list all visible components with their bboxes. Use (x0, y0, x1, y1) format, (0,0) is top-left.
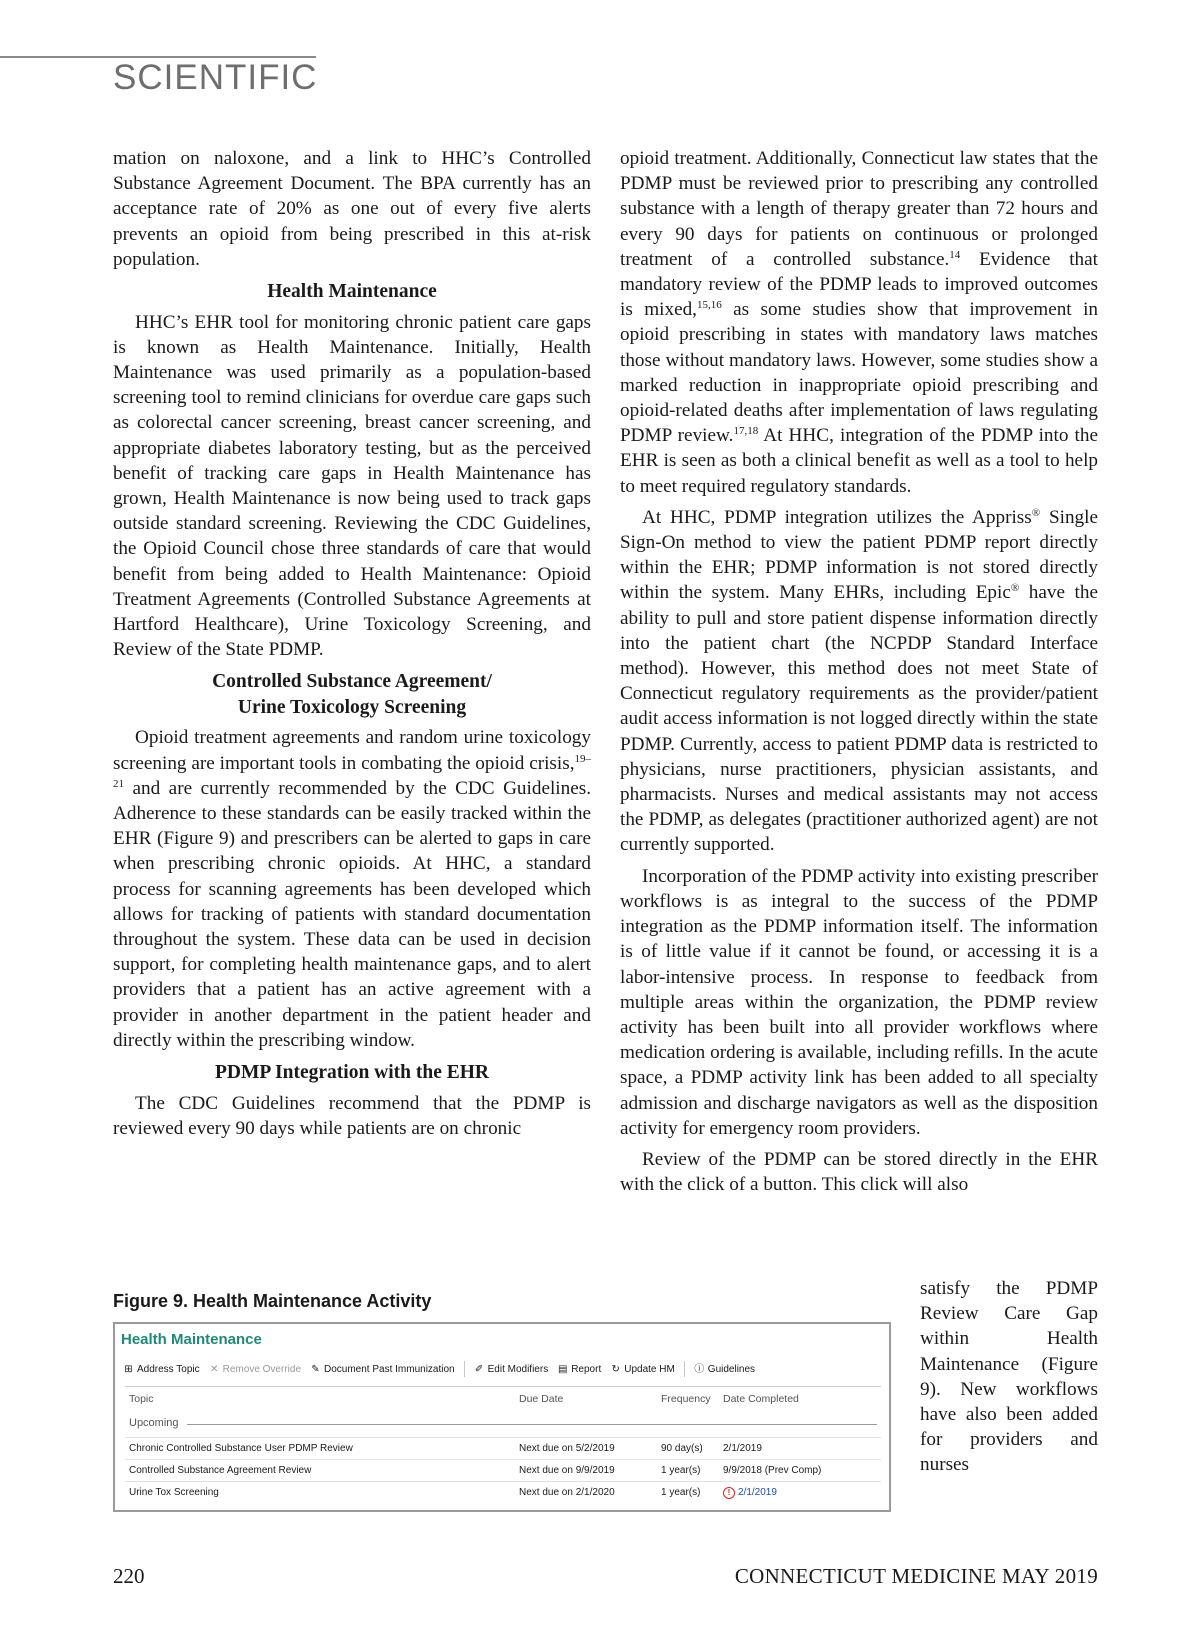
group-divider (187, 1424, 877, 1425)
figure-title: Health Maintenance (121, 1331, 262, 1348)
cell-due-date: Next due on 2/1/2020 (519, 1487, 615, 1498)
remove-override-button[interactable]: ✕ Remove Override (209, 1363, 301, 1375)
plus-box-icon: ⊞ (124, 1363, 133, 1375)
toolbar-separator (464, 1361, 465, 1377)
group-label-upcoming: Upcoming (129, 1417, 179, 1429)
heading-line-2: Urine Toxicology Screening (237, 696, 467, 718)
toolbar-separator (684, 1361, 685, 1377)
table-row[interactable] (125, 1459, 881, 1482)
figure-toolbar (123, 1359, 764, 1379)
health-maintenance-table (125, 1386, 881, 1507)
left-paragraph-2: HHC’s EHR tool for monitoring chronic patient care gaps is known as Health Maintenance. Initially, Health Maintenance was used primarily as a population-based screening tool to remind clinicians for overdue care gaps such as colorectal cancer screening, breast cancer screening, and appropriate diabetes laboratory testing, but as the perceived benefit of tracking care gaps in Health Maintenance has grown, Health Maintenance is now being used to track gaps outside standard screening. Reviewing the CDC Guidelines, the Opioid Council chose three standards of care that would benefit from being added to Health Maintenance: Opioid Treatment Agreements (Controlled Substance Agreements at Hartford Healthcare), Urine Toxicology Screening, and Review of the State PDMP. (113, 311, 591, 661)
column-header-due-date[interactable]: Due Date (519, 1393, 564, 1405)
table-row[interactable] (125, 1481, 881, 1504)
cell-date-completed: 9/9/2018 (Prev Comp) (723, 1465, 822, 1476)
cell-topic: Chronic Controlled Substance User PDMP Review (129, 1443, 353, 1454)
figure-caption: Figure 9. Health Maintenance Activity (113, 1291, 432, 1311)
heading-health-maintenance: Health Maintenance (267, 281, 437, 303)
health-maintenance-figure (113, 1322, 891, 1512)
registered-mark: ® (1010, 582, 1020, 595)
alert-icon: ! (723, 1487, 735, 1499)
right-paragraph-4: Review of the PDMP can be stored directly in the EHR with the click of a button. This click will also (620, 1148, 1098, 1196)
info-icon: ⓘ (694, 1363, 705, 1375)
address-topic-button[interactable]: ⊞ Address Topic (124, 1363, 200, 1375)
pencil-icon: ✐ (474, 1363, 484, 1375)
cell-frequency: 1 year(s) (661, 1465, 701, 1476)
left-paragraph-1: mation on naloxone, and a link to HHC’s Controlled Substance Agreement Document. The BPA currently has an acceptance rate of 20% as one out of every five alerts prevents an opioid from being prescribed in this at-risk population. (113, 148, 591, 270)
cell-due-date: Next due on 9/9/2019 (519, 1465, 615, 1476)
section-label: SCIENTIFIC (113, 58, 318, 97)
x-icon: ✕ (209, 1363, 219, 1375)
heading-controlled-substance (113, 669, 591, 720)
heading-pdmp-integration: PDMP Integration with the EHR (214, 1062, 490, 1083)
report-icon: ▤ (557, 1363, 568, 1375)
column-header-topic[interactable]: Topic (129, 1393, 154, 1405)
right-paragraph-3: Incorporation of the PDMP activity into existing prescriber workflows is as integral to the success of the PDMP integration as the PDMP information itself. The information is of little value if it cannot be found, or accessing it is a labor-intensive process. In response to feedback from multiple areas within the organization, the PDMP review activity has been built into all provider workflows where medication ordering is available, including refills. In the acute space, a PDMP activity link has been added to all specialty admission and discharge navigators as well as the disposition activity for emergency room providers. (620, 865, 1098, 1139)
left-paragraph-4: The CDC Guidelines recommend that the PDMP is reviewed every 90 days while patients are on chronic (113, 1092, 591, 1139)
citation: 19–21 (113, 752, 591, 790)
cell-topic: Controlled Substance Agreement Review (129, 1465, 312, 1476)
update-hm-button[interactable]: ↻ Update HM (611, 1363, 675, 1375)
right-column (620, 146, 1098, 1197)
journal-footer: CONNECTICUT MEDICINE MAY 2019 (734, 1564, 1098, 1588)
heading-line-1: Controlled Substance Agreement/ (212, 671, 492, 693)
citation: 15,16 (696, 299, 722, 312)
cell-date-completed: 2/1/2019 (723, 1443, 762, 1454)
document-icon: ✎ (311, 1363, 320, 1375)
edit-modifiers-button[interactable]: ✐ Edit Modifiers (474, 1363, 549, 1375)
right-paragraph-1: opioid treatment. Additionally, Connecticut law states that the PDMP must be reviewed prior to prescribing any controlled substance with a length of therapy greater than 72 hours and every 90 days for patients on continuous or prolonged treatment of a controlled substance.$^{14}$ Evidence that mandatory review of the PDMP leads to improved outcomes is mixed,$^{15,16}$ as some studies show that improvement in opioid prescribing in states with mandatory laws matches those without mandatory laws. However, some studies show a marked reduction in inappropriate opioid prescribing and opioid-related deaths after implementation of laws regulating PDMP review.$^{17,18}$ At HHC, integration of the PDMP into the EHR is seen as both a clinical benefit as well as a tool to help to meet required regulatory standards. (620, 148, 1099, 497)
column-header-date-completed[interactable]: Date Completed (723, 1393, 799, 1405)
left-column (113, 146, 591, 1141)
registered-mark: ® (1031, 506, 1041, 519)
page-number: 220 (113, 1564, 145, 1588)
guidelines-button[interactable]: ⓘ Guidelines (694, 1363, 756, 1375)
document-past-immunization-button[interactable]: ✎ Document Past Immunization (311, 1363, 455, 1375)
citation: 17,18 (733, 425, 759, 438)
cell-due-date: Next due on 5/2/2019 (519, 1443, 615, 1454)
report-button[interactable]: ▤ Report (557, 1363, 602, 1375)
citation: 14 (949, 248, 961, 261)
cell-date-completed: ! 2/1/2019 (723, 1487, 777, 1499)
cell-frequency: 90 day(s) (661, 1443, 703, 1454)
cell-topic: Urine Tox Screening (129, 1487, 219, 1498)
right-paragraph-2: At HHC, PDMP integration utilizes the Appriss® Single Sign-On method to view the patient PDMP report directly within the EHR; PDMP information is not stored directly within the system. Many EHRs, including Epic® have the ability to pull and store patient dispense information directly into the patient chart (the NCPDP Standard Interface method). However, this method does not meet State of Connecticut regulatory requirements as the provider/patient audit access information is not logged directly within the state PDMP. Currently, access to patient PDMP data is restricted to physicians, nurse practitioners, physician assistants, and pharmacists. Nurses and medical assistants may not access the PDMP, as delegates (practitioner authorized agent) are not currently supported. (620, 506, 1098, 856)
refresh-icon: ↻ (611, 1363, 620, 1375)
left-paragraph-3: Opioid treatment agreements and random urine toxicology screening are important tools in combating the opioid crisis,$^{19-21}$ and are currently recommended by the CDC Guidelines. Adherence to these standards can be easily tracked within the EHR (Figure 9) and prescribers can be alerted to gaps in care when prescribing chronic opioids. At HHC, a standard process for scanning agreements has been developed which allows for tracking of patients with standard documentation throughout the system. These data can be used in decision support, for completing health maintenance gaps, and to alert providers that a patient has an active agreement with a provider in another department in the patient header and directly within the prescribing window. (113, 727, 591, 1051)
column-header-frequency[interactable]: Frequency (661, 1393, 711, 1405)
cell-frequency: 1 year(s) (661, 1487, 701, 1498)
right-paragraph-4-wrap: satisfy the PDMP Review Care Gap within Health Maintenance (Figure 9). New workflows have also been added for providers and nurses (920, 1278, 1098, 1476)
table-row[interactable] (125, 1437, 881, 1460)
